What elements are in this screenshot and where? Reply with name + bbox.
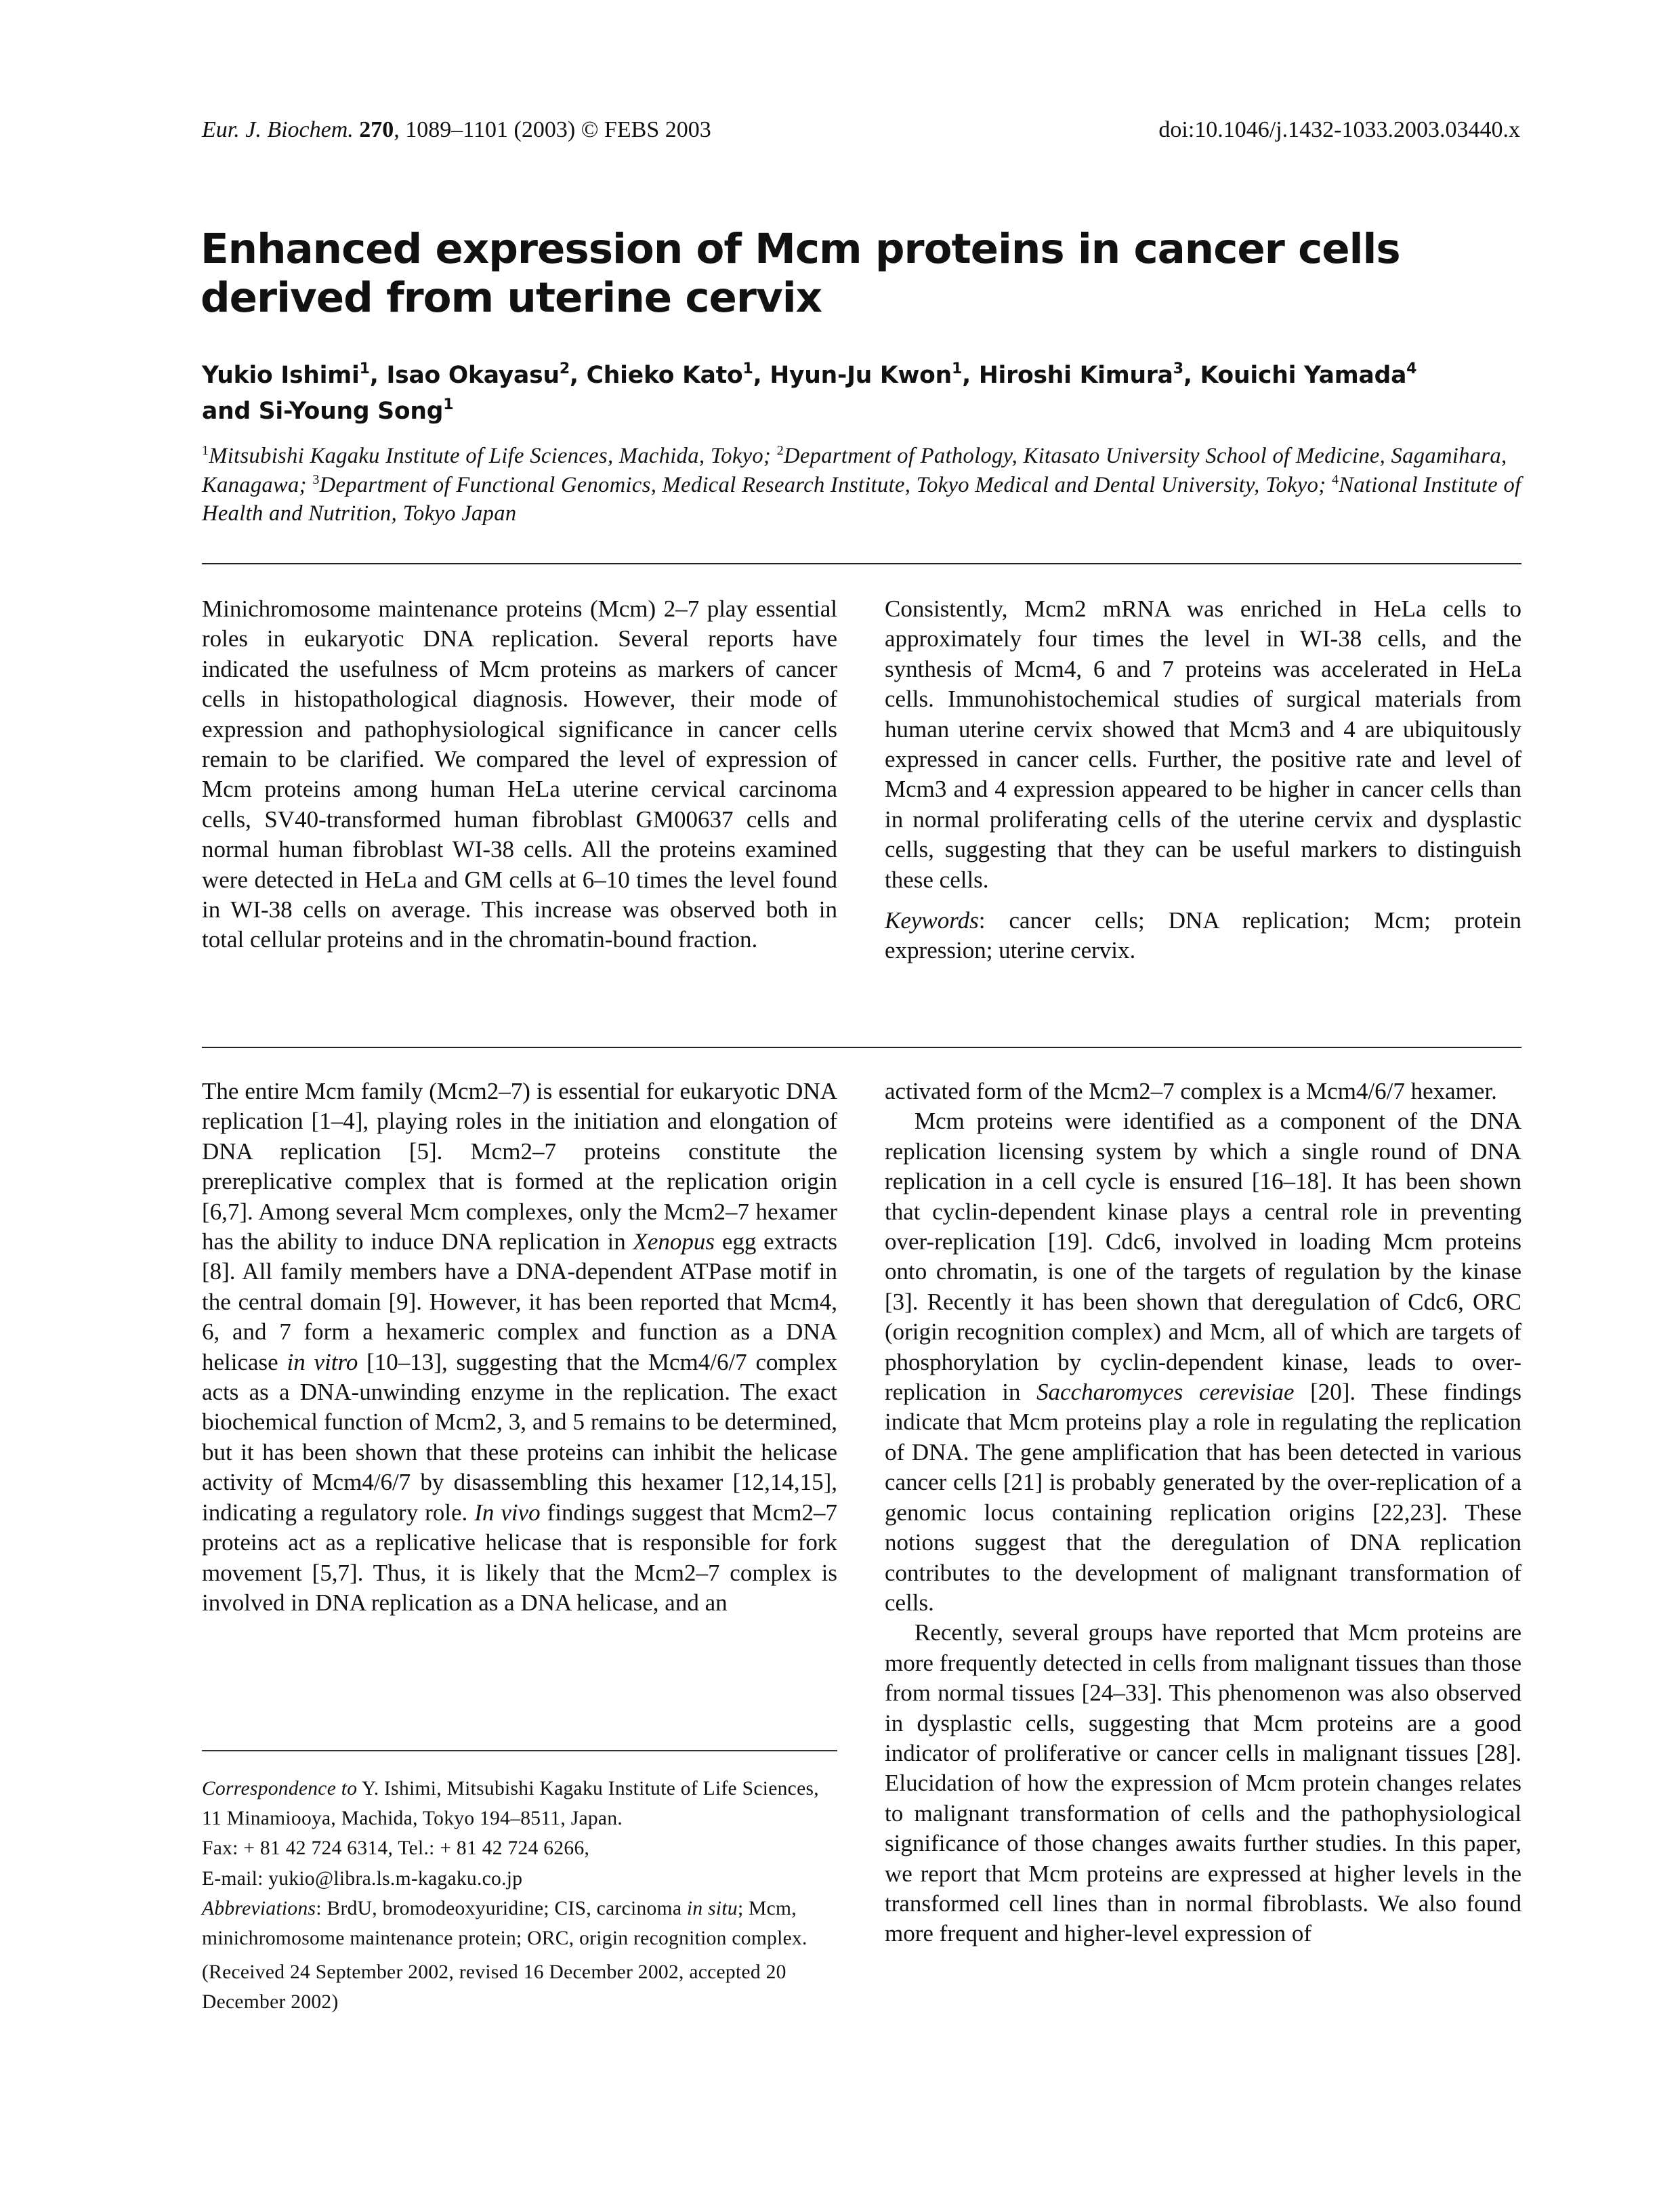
correspondence: Correspondence to Y. Ishimi, Mitsubishi Kagaku Institute of Life Sciences, 11 Minamiooya, Machida, Tokyo 194–8511, Japan. <box>202 1778 819 1830</box>
received-dates: (Received 24 September 2002, revised 16 December 2002, accepted 20 December 2002) <box>202 1961 786 2014</box>
footnotes <box>202 1774 837 2018</box>
abstract-text: Consistently, Mcm2 mRNA was enriched in HeLa cells to approximately four times the level in WI-38 cells, and the synthesis of Mcm4, 6 and 7 proteins was accelerated in HeLa cells. Immunohistochemical studies of surgical materials from human uterine cervix showed that Mcm3 and 4 are ubiquitously expressed in cancer cells. Further, the positive rate and level of Mcm3 and 4 expression appeared to be higher in cancer cells than in normal proliferating cells of the uterine cervix and dysplastic cells, suggesting that they can be useful markers to distinguish these cells. <box>885 596 1521 893</box>
abstract-top-rule <box>202 563 1521 564</box>
abstract-text: Minichromosome maintenance proteins (Mcm) 2–7 play essential roles in eukaryotic DNA replication. Several reports have indicated the usefulness of Mcm proteins as markers of cancer cells in histopathological diagnosis. However, their mode of expression and pathophysiological significance in cancer cells remain to be clarified. We compared the level of expression of Mcm proteins among human HeLa uterine cervical carcinoma cells, SV40-transformed human fibroblast GM00637 cells and normal human fibroblast WI-38 cells. All the proteins examined were detected in HeLa and GM cells at 6–10 times the level found in WI-38 cells on average. This increase was observed both in total cellular proteins and in the chromatin-bound fraction. <box>202 596 837 953</box>
journal-pages-year: , 1089–1101 (2003) © FEBS 2003 <box>394 117 711 142</box>
email[interactable]: E-mail: yukio@libra.ls.m-kagaku.co.jp <box>202 1867 523 1890</box>
abstract-bottom-rule <box>202 1047 1521 1048</box>
abstract-right-column <box>885 594 1521 966</box>
author: Yukio Ishimi$^1$ <box>202 360 370 389</box>
contact-numbers: Fax: + 81 42 724 6314, Tel.: + 81 42 724 6266, <box>202 1837 590 1860</box>
running-header-citation <box>202 117 711 144</box>
author: Hyun-Ju Kwon$^1$ <box>770 360 963 389</box>
journal-name: Eur. J. Biochem. <box>202 117 354 142</box>
author: Si-Young Song$^1$ <box>258 396 454 425</box>
abstract-left-column <box>202 594 837 955</box>
journal-volume: 270 <box>359 117 394 142</box>
author: Kouichi Yamada$^4$ <box>1200 360 1417 389</box>
author: Chieko Kato$^1$ <box>586 360 753 389</box>
author: Hiroshi Kimura$^3$ <box>978 360 1183 389</box>
affiliation: National Institute of Health and Nutrition, Tokyo Japan <box>202 472 1521 526</box>
doi[interactable]: doi:10.1046/j.1432-1033.2003.03440.x <box>1158 117 1520 142</box>
affiliation: Department of Pathology, Kitasato University School of Medicine, Sagamihara, Kanagawa; <box>202 444 1507 497</box>
keywords: Keywords: cancer cells; DNA replication; Mcm; protein expression; uterine cervix. <box>885 907 1521 964</box>
abbreviations: Abbreviations: BrdU, bromodeoxyuridine; CIS, carcinoma in situ; Mcm, minichromosome maintenance protein; ORC, origin recognition complex. <box>202 1897 807 1950</box>
article-title: Enhanced expression of Mcm proteins in cancer cells derived from uterine cervix <box>201 225 1400 322</box>
body-paragraph: Recently, several groups have reported that Mcm proteins are more frequently detected in cells from malignant tissues than those from normal tissues [24–33]. This phenomenon was also observed in dysplastic cells, suggesting that Mcm proteins are a good indicator of proliferative or cancer cells in malignant tissues [28]. Elucidation of how the expression of Mcm protein changes relates to malignant transformation of cells and the pathophysiological significance of those changes awaits further studies. In this paper, we report that Mcm proteins are expressed at higher levels in the transformed cell lines than in normal fibroblasts. We also found more frequent and higher-level expression of <box>885 1619 1521 1947</box>
body-paragraph: Mcm proteins were identified as a component of the DNA replication licensing system by which a single round of DNA replication in a cell cycle is ensured [16–18]. It has been shown that cyclin-dependent kinase plays a central role in preventing over-replication [19]. Cdc6, involved in loading Mcm proteins onto chromatin, is one of the targets of regulation by the kinase [3]. Recently it has been shown that deregulation of Cdc6, ORC (origin recognition complex) and Mcm, all of which are targets of phosphorylation by cyclin-dependent kinase, leads to over-replication in Saccharomyces cerevisiae [20]. These findings indicate that Mcm proteins play a role in regulating the replication of DNA. The gene amplification that has been detected in various cancer cells [21] is probably generated by the over-replication of a genomic locus containing replication origins [22,23]. These notions suggest that the deregulation of DNA replication contributes to the development of malignant transformation of cells. <box>885 1108 1521 1616</box>
author: Isao Okayasu$^2$ <box>386 360 570 389</box>
affiliation: Department of Functional Genomics, Medical Research Institute, Tokyo Medical and Dental University, Tokyo; <box>319 472 1326 497</box>
author-list: Yukio Ishimi$^1$, Isao Okayasu$^2$, Chieko Kato$^1$, Hyun-Ju Kwon$^1$, Hiroshi Kimura$^3$, Kouichi Yamada$^4$ and Si-Young Song$^1$ <box>202 360 1417 425</box>
body-right-column <box>885 1077 1521 1949</box>
body-paragraph: The entire Mcm family (Mcm2–7) is essential for eukaryotic DNA replication [1–4], playing roles in the initiation and elongation of DNA replication [5]. Mcm2–7 proteins constitute the prereplicative complex that is formed at the replication origin [6,7]. Among several Mcm complexes, only the Mcm2–7 hexamer has the ability to induce DNA replication in Xenopus egg extracts [8]. All family members have a DNA-dependent ATPase motif in the central domain [9]. However, it has been reported that Mcm4, 6, and 7 form a hexameric complex and function as a DNA helicase in vitro [10–13], suggesting that the Mcm4/6/7 complex acts as a DNA-unwinding enzyme in the replication. The exact biochemical function of Mcm2, 3, and 5 remains to be determined, but it has been shown that these proteins can inhibit the helicase activity of Mcm4/6/7 by disassembling this hexamer [12,14,15], indicating a regulatory role. In vivo findings suggest that Mcm2–7 proteins act as a replicative helicase that is responsible for fork movement [5,7]. Thus, it is likely that the Mcm2–7 complex is involved in DNA replication as a DNA helicase, and an <box>202 1078 837 1616</box>
footnote-rule <box>202 1750 837 1751</box>
body-left-column <box>202 1077 837 1618</box>
affiliations: $^1$Mitsubishi Kagaku Institute of Life Sciences, Machida, Tokyo; $^2$Department of Pathology, Kitasato University School of Medicine, Sagamihara, Kanagawa; $^3$Department of Functional Genomics, Medical Research Institute, Tokyo Medical and Dental University, Tokyo; $^4$National Institute of Health and Nutrition, Tokyo Japan <box>202 443 1521 526</box>
affiliation: Mitsubishi Kagaku Institute of Life Sciences, Machida, Tokyo; <box>209 444 772 468</box>
body-paragraph: activated form of the Mcm2–7 complex is a Mcm4/6/7 hexamer. <box>885 1078 1497 1104</box>
